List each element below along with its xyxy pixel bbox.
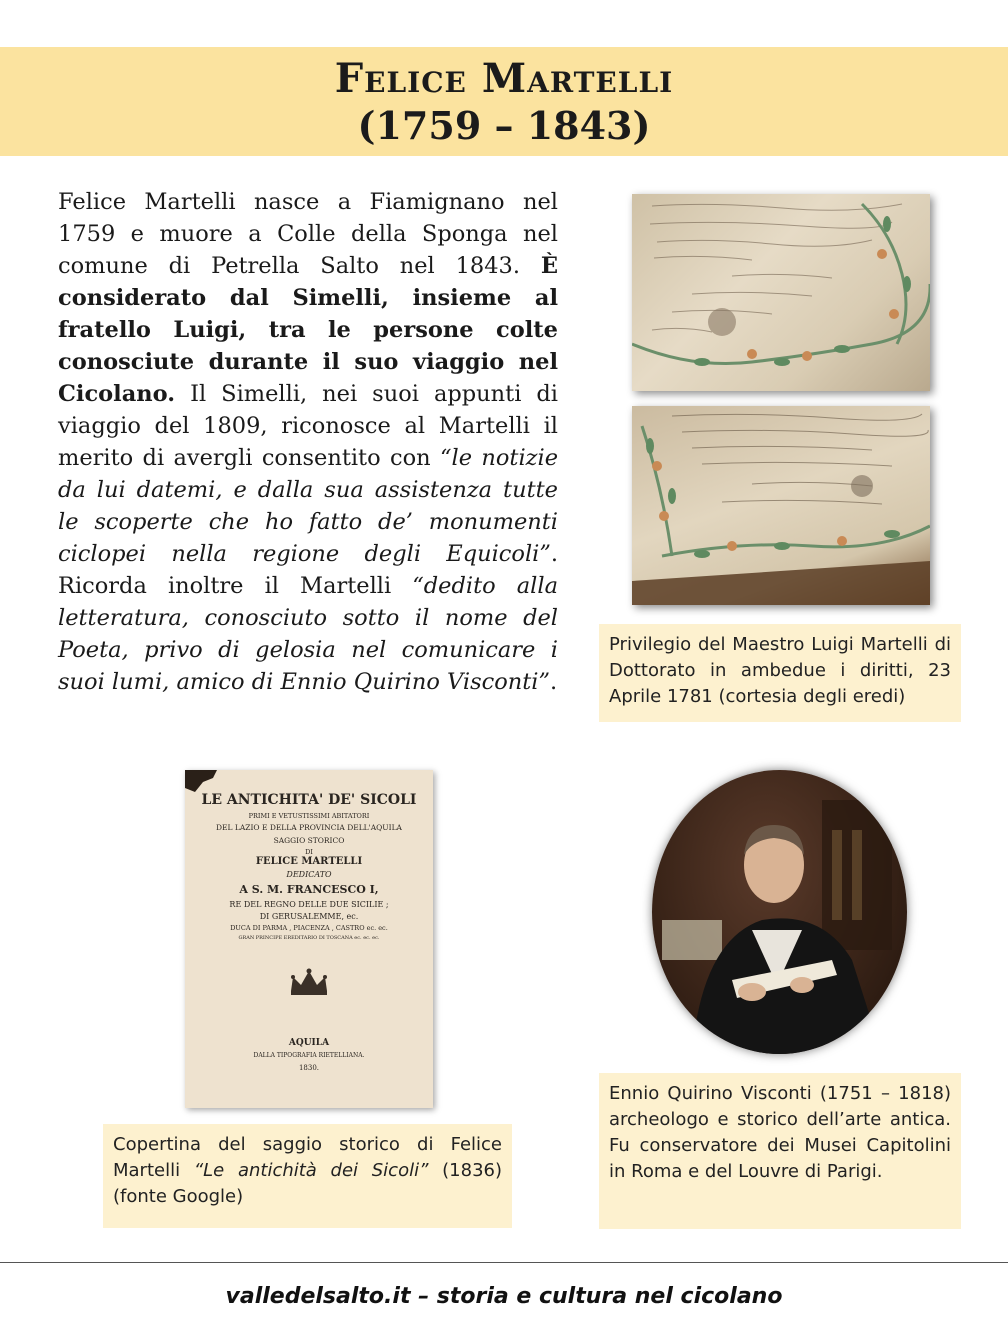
torn-corner-icon (185, 770, 217, 792)
cover-line-tipografia: DALLA TIPOGRAFIA RIETELLIANA. (253, 1052, 365, 1059)
bio-quote-1: “le notizie da lui datemi, e dalla sua assistenza tutte le scoperte che ho fatto de’ monumenti ciclopei nella regione degli Equicoli” (58, 445, 559, 567)
cover-caption-part-2: (1836) (fonte Google) (113, 1160, 503, 1207)
cover-caption-title: “Le antichità dei Sicoli” (193, 1160, 429, 1181)
parchment-illustration-top (632, 194, 930, 391)
cover-line-dedicato: DEDICATO (286, 870, 332, 879)
cover-line-di: DI (305, 848, 313, 856)
page-title: Felice Martelli (334, 55, 674, 102)
bio-quote-2: “dedito alla letteratura, conosciuto sotto il nome del Poeta, privo di gelosia nel comunicare i suoi lumi, amico di Ennio Quirino Visconti” (58, 573, 558, 695)
visconti-caption: Ennio Quirino Visconti (1751 – 1818) archeologo e storico dell’arte antica. Fu conservatore dei Musei Capitolini in Roma e del Louvre di Parigi. (599, 1073, 961, 1229)
privilegio-photo-bottom (632, 406, 930, 605)
footer-divider (0, 1262, 1008, 1263)
bio-part-bold: È considerato dal Simelli, insieme al fratello Luigi, tra le persone colte conosciute durante il suo viaggio nel Cicolano. (58, 253, 558, 407)
biography-text (58, 186, 558, 698)
portrait-illustration (652, 770, 907, 1054)
bio-part-1: Felice Martelli nasce a Fiamignano nel 1759 e muore a Colle della Sponga nel comune di Petrella Salto nel 1843. (58, 189, 558, 279)
bio-part-7: . (550, 669, 558, 695)
page-dates: (1759 – 1843) (357, 103, 651, 148)
footer-site-text: valledelsalto.it – storia e cultura nel cicolano (225, 1284, 783, 1309)
privilegio-photo-top (632, 194, 930, 391)
privilegio-caption: Privilegio del Maestro Luigi Martelli di Dottorato in ambedue i diritti, 23 Aprile 1781 (cortesia degli eredi) (599, 624, 961, 722)
title-band (0, 47, 1008, 156)
book-cover-caption (103, 1124, 512, 1228)
cover-line-saggio: SAGGIO STORICO (273, 836, 345, 845)
cover-caption-part-1: Copertina del saggio storico di Felice Martelli (113, 1134, 502, 1181)
parchment-illustration-bottom (632, 406, 930, 605)
cover-line-author: FELICE MARTELLI (255, 856, 363, 867)
cover-line-region: DEL LAZIO E DELLA PROVINCIA DELL'AQUILA (216, 823, 402, 832)
cover-line-dedicatee: A S. M. FRANCESCO I, (239, 883, 379, 896)
cover-line-duca: DUCA DI PARMA , PIACENZA , CASTRO ec. ec. (230, 924, 388, 932)
cover-line-year: 1830. (298, 1064, 320, 1072)
cover-line-gerusalemme: DI GERUSALEMME, ec. (259, 912, 359, 921)
cover-line-principe: GRAN PRINCIPE EREDITARIO DI TOSCANA ec. ec. ec. (238, 935, 380, 941)
book-cover-image (185, 770, 433, 1108)
cover-line-regno: RE DEL REGNO DELLE DUE SICILIE ; (229, 900, 389, 909)
cover-line-city: AQUILA (288, 1038, 330, 1048)
cover-line-title: LE ANTICHITA' DE' SICOLI (201, 792, 417, 808)
bio-part-3: Il Simelli, nei suoi appunti di viaggio del 1809, riconosce al Martelli il merito di avergli consentito con (58, 381, 558, 471)
crown-icon (287, 967, 331, 997)
visconti-portrait (652, 770, 907, 1054)
bio-part-5: . Ricorda inoltre il Martelli (58, 541, 558, 599)
cover-line-subtitle: PRIMI E VETUSTISSIMI ABITATORI (248, 812, 370, 820)
